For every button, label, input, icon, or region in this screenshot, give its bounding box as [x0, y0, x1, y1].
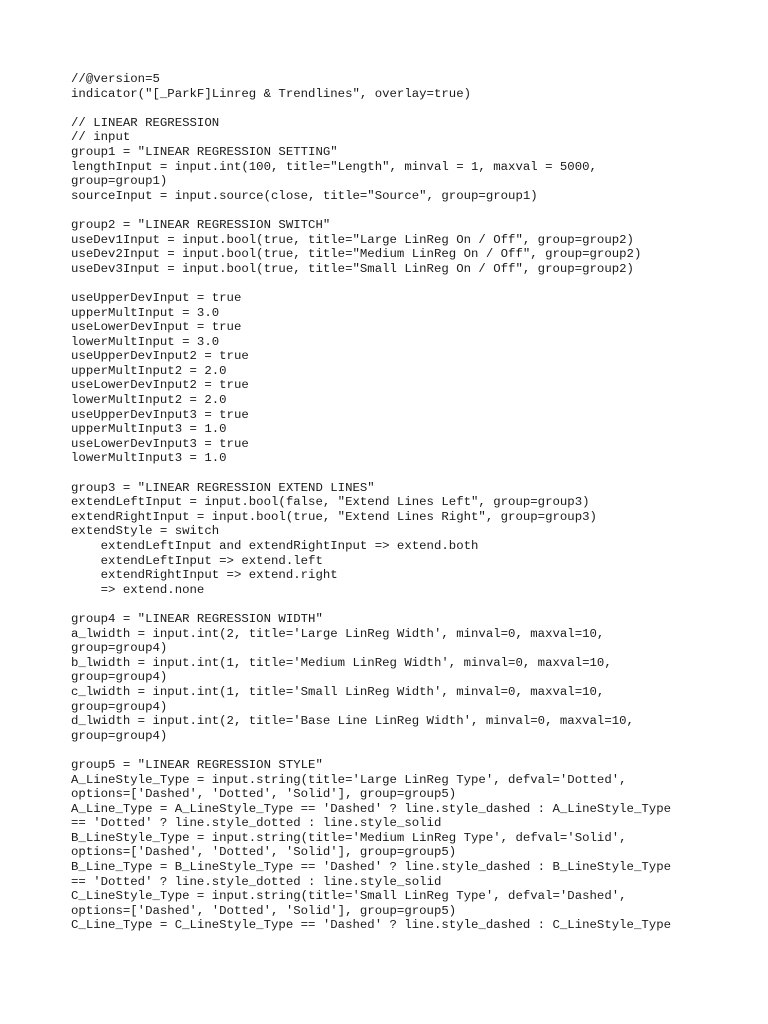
code-line: useLowerDevInput3 = true	[71, 436, 249, 451]
code-line: group=group4)	[71, 699, 168, 714]
code-line: extendRightInput = input.bool(true, "Extend Lines Right", group=group3)	[71, 509, 597, 524]
code-line: group1 = "LINEAR REGRESSION SETTING"	[71, 144, 338, 159]
code-line: C_LineStyle_Type = input.string(title='Small LinReg Type', defval='Dashed',	[71, 889, 627, 904]
code-line: extendRightInput => extend.right	[71, 568, 338, 583]
code-line: lowerMultInput3 = 1.0	[71, 451, 227, 466]
code-line: // input	[71, 130, 131, 145]
code-line: == 'Dotted' ? line.style_dotted : line.style_solid	[71, 816, 442, 831]
code-line: upperMultInput3 = 1.0	[71, 422, 227, 437]
code-line	[71, 597, 671, 612]
code-line: C_Line_Type = C_LineStyle_Type == 'Dashed' ? line.style_dashed : C_LineStyle_Type	[71, 918, 672, 933]
code-line: useUpperDevInput2 = true	[71, 349, 249, 364]
code-line: useUpperDevInput = true	[71, 290, 242, 305]
code-line: group5 = "LINEAR REGRESSION STYLE"	[71, 757, 323, 772]
code-line: useLowerDevInput2 = true	[71, 378, 249, 393]
code-line: d_lwidth = input.int(2, title='Base Line LinReg Width', minval=0, maxval=10,	[71, 714, 634, 729]
code-line: options=['Dashed', 'Dotted', 'Solid'], group=group5)	[71, 787, 457, 802]
code-line: indicator("[_ParkF]Linreg & Trendlines", overlay=true)	[71, 86, 472, 101]
code-line: c_lwidth = input.int(1, title='Small LinReg Width', minval=0, maxval=10,	[71, 684, 605, 699]
code-line: group3 = "LINEAR REGRESSION EXTEND LINES"	[71, 480, 375, 495]
code-line	[71, 466, 671, 481]
code-block	[71, 72, 671, 933]
code-line: options=['Dashed', 'Dotted', 'Solid'], group=group5)	[71, 903, 457, 918]
code-line: // LINEAR REGRESSION	[71, 115, 220, 130]
code-line: lengthInput = input.int(100, title="Length", minval = 1, maxval = 5000,	[71, 159, 597, 174]
code-line: upperMultInput = 3.0	[71, 305, 220, 320]
code-line: extendLeftInput and extendRightInput => extend.both	[71, 539, 479, 553]
code-line: group=group4)	[71, 641, 168, 656]
code-line: b_lwidth = input.int(1, title='Medium LinReg Width', minval=0, maxval=10,	[71, 655, 612, 670]
code-line: upperMultInput2 = 2.0	[71, 363, 227, 378]
code-line: extendStyle = switch	[71, 524, 220, 539]
code-line: extendLeftInput => extend.left	[71, 553, 323, 568]
code-line: A_LineStyle_Type = input.string(title='Large LinReg Type', defval='Dotted',	[71, 772, 627, 787]
code-line: useLowerDevInput = true	[71, 320, 242, 335]
code-line: B_Line_Type = B_LineStyle_Type == 'Dashed' ? line.style_dashed : B_LineStyle_Type	[71, 860, 672, 875]
code-line: sourceInput = input.source(close, title="Source", group=group1)	[71, 188, 538, 203]
code-line: lowerMultInput2 = 2.0	[71, 393, 227, 408]
code-line: useDev2Input = input.bool(true, title="Medium LinReg On / Off", group=group2)	[71, 247, 642, 262]
code-line	[71, 276, 671, 291]
code-line: group2 = "LINEAR REGRESSION SWITCH"	[71, 217, 331, 232]
code-line: a_lwidth = input.int(2, title='Large LinReg Width', minval=0, maxval=10,	[71, 626, 605, 641]
code-line	[71, 101, 671, 116]
code-line: group=group4)	[71, 728, 168, 743]
code-line: //@version=5	[71, 72, 160, 86]
code-line: useDev1Input = input.bool(true, title="Large LinReg On / Off", group=group2)	[71, 232, 634, 247]
code-line: A_Line_Type = A_LineStyle_Type == 'Dashed' ? line.style_dashed : A_LineStyle_Type	[71, 801, 672, 816]
code-line: group=group1)	[71, 174, 168, 189]
code-line: B_LineStyle_Type = input.string(title='Medium LinReg Type', defval='Solid',	[71, 830, 627, 845]
code-line: group=group4)	[71, 670, 168, 685]
code-line: options=['Dashed', 'Dotted', 'Solid'], group=group5)	[71, 845, 457, 860]
code-line: useUpperDevInput3 = true	[71, 407, 249, 422]
code-line: useDev3Input = input.bool(true, title="Small LinReg On / Off", group=group2)	[71, 261, 634, 276]
code-line: == 'Dotted' ? line.style_dotted : line.style_solid	[71, 874, 442, 889]
code-line: group4 = "LINEAR REGRESSION WIDTH"	[71, 611, 323, 626]
code-line: extendLeftInput = input.bool(false, "Extend Lines Left", group=group3)	[71, 495, 590, 510]
code-line: lowerMultInput = 3.0	[71, 334, 220, 349]
code-line: => extend.none	[71, 582, 205, 597]
code-line	[71, 203, 671, 218]
code-line	[71, 743, 671, 758]
